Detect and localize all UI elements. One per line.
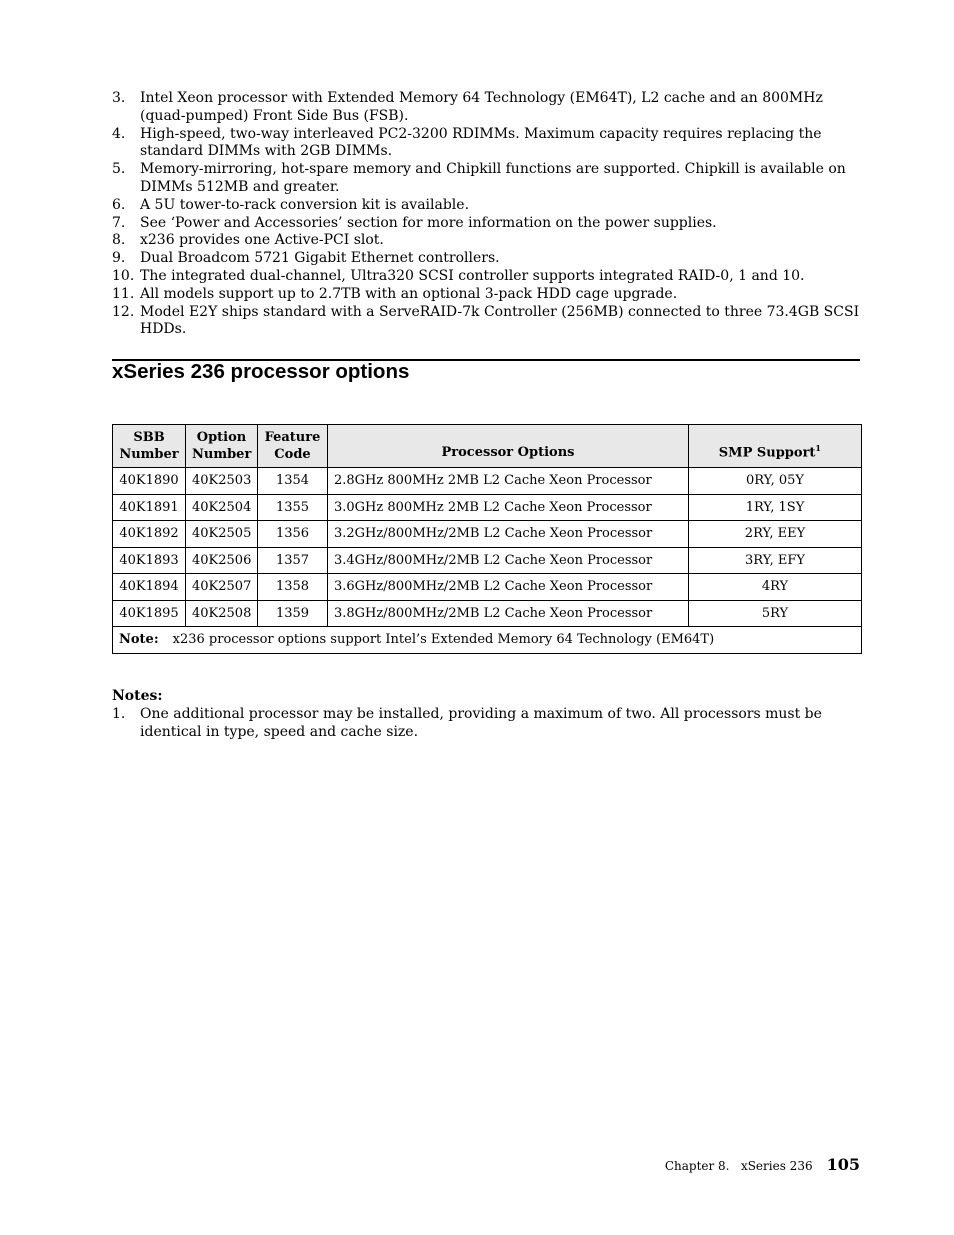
table-row xyxy=(113,547,862,574)
cell-smp: 2RY, EEY xyxy=(689,521,862,548)
table-row xyxy=(113,574,862,601)
note-number: 3. xyxy=(112,90,126,106)
cell-option: 40K2503 xyxy=(186,468,258,495)
table-note-row xyxy=(113,627,862,654)
cell-processor: 3.4GHz/800MHz/2MB L2 Cache Xeon Processor xyxy=(328,547,689,574)
cell-smp: 5RY xyxy=(689,600,862,627)
note-number: 7. xyxy=(112,214,126,231)
header-option-number: Option Number xyxy=(186,425,258,468)
cell-feature: 1356 xyxy=(258,521,328,548)
list-item xyxy=(112,268,860,286)
cell-option: 40K2507 xyxy=(186,574,258,601)
top-notes-list xyxy=(112,90,860,339)
note-text: Intel Xeon processor with Extended Memory 64 Technology (EM64T), L2 cache and an 800MHz (quad-pumped) Front Side Bus (FSB). xyxy=(140,90,823,124)
footer-chapter: Chapter 8. xSeries 236 xyxy=(664,1159,813,1173)
note-number: 12. xyxy=(112,303,135,320)
footnote-marker: 1 xyxy=(815,442,821,453)
note-number: 1. xyxy=(112,706,126,722)
cell-option: 40K2504 xyxy=(186,494,258,521)
note-number: 9. xyxy=(112,250,126,267)
cell-feature: 1359 xyxy=(258,600,328,627)
table-note xyxy=(113,627,862,654)
header-sbb-number: SBB Number xyxy=(113,425,186,468)
note-text: One additional processor may be installed, providing a maximum of two. All processors must be identical in type, speed and cache size. xyxy=(140,706,822,740)
note-number: 6. xyxy=(112,196,126,213)
cell-sbb: 40K1890 xyxy=(113,468,186,495)
note-text: See ‘Power and Accessories’ section for more information on the power supplies. xyxy=(140,214,717,231)
cell-smp: 4RY xyxy=(689,574,862,601)
list-item xyxy=(112,126,860,162)
cell-option: 40K2508 xyxy=(186,600,258,627)
list-item xyxy=(112,232,860,250)
cell-sbb: 40K1891 xyxy=(113,494,186,521)
cell-processor: 3.8GHz/800MHz/2MB L2 Cache Xeon Processor xyxy=(328,600,689,627)
bottom-notes-list xyxy=(112,706,860,742)
list-item xyxy=(112,161,860,197)
note-number: 4. xyxy=(112,125,126,142)
cell-sbb: 40K1894 xyxy=(113,574,186,601)
note-number: 8. xyxy=(112,232,126,249)
cell-feature: 1358 xyxy=(258,574,328,601)
table-note-label: Note: xyxy=(119,632,159,648)
table-row xyxy=(113,468,862,495)
list-item xyxy=(112,215,860,233)
list-item xyxy=(112,90,860,126)
cell-sbb: 40K1892 xyxy=(113,521,186,548)
note-text: Model E2Y ships standard with a ServeRAID-7k Controller (256MB) connected to three 73.4GB SCSI HDDs. xyxy=(140,303,860,338)
notes-heading: Notes: xyxy=(112,688,163,704)
table-row xyxy=(113,494,862,521)
cell-feature: 1354 xyxy=(258,468,328,495)
cell-sbb: 40K1893 xyxy=(113,547,186,574)
cell-smp: 0RY, 05Y xyxy=(689,468,862,495)
list-item xyxy=(112,304,860,340)
cell-processor: 3.6GHz/800MHz/2MB L2 Cache Xeon Processor xyxy=(328,574,689,601)
cell-option: 40K2506 xyxy=(186,547,258,574)
list-item xyxy=(112,197,860,215)
cell-smp: 3RY, EFY xyxy=(689,547,862,574)
header-feature-code: Feature Code xyxy=(258,425,328,468)
cell-smp: 1RY, 1SY xyxy=(689,494,862,521)
list-item xyxy=(112,286,860,304)
page-footer xyxy=(665,1155,860,1174)
table-row xyxy=(113,521,862,548)
note-text: A 5U tower-to-rack conversion kit is available. xyxy=(140,196,470,213)
cell-sbb: 40K1895 xyxy=(113,600,186,627)
section-title: xSeries 236 processor options xyxy=(112,360,410,383)
cell-processor: 3.0GHz 800MHz 2MB L2 Cache Xeon Processor xyxy=(328,494,689,521)
note-text: x236 provides one Active-PCI slot. xyxy=(140,232,384,249)
cell-processor: 3.2GHz/800MHz/2MB L2 Cache Xeon Processor xyxy=(328,521,689,548)
note-text: All models support up to 2.7TB with an optional 3-pack HDD cage upgrade. xyxy=(140,285,678,302)
note-number: 10. xyxy=(112,267,135,284)
cell-processor: 2.8GHz 800MHz 2MB L2 Cache Xeon Processor xyxy=(328,468,689,495)
table-row xyxy=(113,600,862,627)
list-item xyxy=(112,250,860,268)
table-note-text: x236 processor options support Intel’s Extended Memory 64 Technology (EM64T) xyxy=(172,632,715,648)
cell-feature: 1357 xyxy=(258,547,328,574)
note-text: Memory-mirroring, hot-spare memory and Chipkill functions are supported. Chipkill is available on DIMMs 512MB and greater. xyxy=(140,161,846,195)
header-processor-options: Processor Options xyxy=(328,425,689,468)
note-number: 11. xyxy=(112,285,135,302)
processor-options-table xyxy=(112,424,862,654)
note-number: 5. xyxy=(112,161,126,178)
note-text: High-speed, two-way interleaved PC2-3200 RDIMMs. Maximum capacity requires replacing the standard DIMMs with 2GB DIMMs. xyxy=(140,125,822,160)
cell-feature: 1355 xyxy=(258,494,328,521)
cell-option: 40K2505 xyxy=(186,521,258,548)
note-text: The integrated dual-channel, Ultra320 SCSI controller supports integrated RAID-0, 1 and 10. xyxy=(140,267,805,284)
note-text: Dual Broadcom 5721 Gigabit Ethernet controllers. xyxy=(140,250,500,267)
page-number: 105 xyxy=(826,1155,860,1174)
list-item xyxy=(112,706,860,742)
header-smp-support: SMP Support$^1$ xyxy=(689,425,862,468)
table-header-row xyxy=(113,425,862,468)
